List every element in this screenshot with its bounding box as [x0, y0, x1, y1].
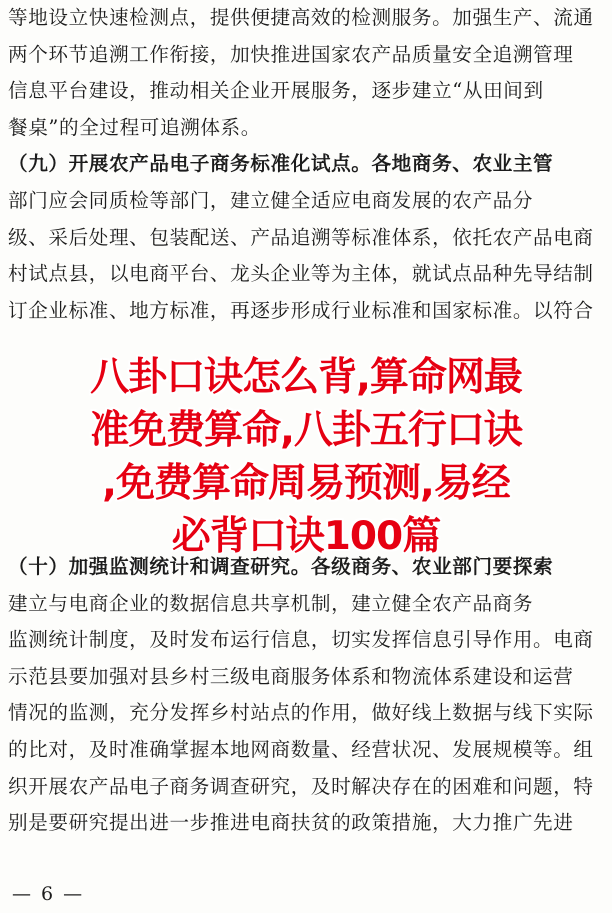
text-line: 部门应会同质检等部门，建立健全适应电商发展的农产品分: [8, 189, 534, 212]
text-line: 餐桌”的全过程可追溯体系。: [8, 115, 261, 139]
text-line: 别是要研究提出进一步推进电商扶贫的政策措施，大力推广先进: [8, 811, 574, 835]
text-line: 等地设立快速检测点，提供便捷高效的检测服务。加强生产、流通: [8, 6, 594, 29]
text-line: 情况的监测，充分发挥乡村站点的作用，做好线上数据与线下实际: [8, 701, 594, 725]
text-line: 级、采后处理、包装配送、产品追溯等标准体系，依托农产品电商: [8, 225, 594, 249]
text-line: 监测统计制度，及时发布运行信息，切实发挥信息引导作用。电商: [8, 628, 594, 652]
text-line: 村试点县，以电商平台、龙头企业等为主体，就试点品种先导结制: [8, 262, 594, 286]
text-line: 示范县要加强对县乡村三级电商服务体系和物流体系建设和运营: [8, 664, 574, 688]
overlay-title: [0, 352, 612, 568]
text-line: 两个环节追溯工作衔接，加快推进国家农产品质量安全追溯管理: [8, 42, 574, 66]
text-line: 建立与电商企业的数据信息共享机制，建立健全农产品商务: [8, 591, 534, 615]
overlay-title-line-1: 八卦口诀怎么背,算命网最: [90, 355, 522, 400]
text-line: 织开展农产品电子商务调查研究，及时解决存在的困难和问题，特: [8, 774, 594, 798]
text-line: 信息平台建设，推动相关企业开展服务，逐步建立“从田间到: [8, 79, 544, 103]
section-heading-line: （九）开展农产品电子商务标准化试点。各地商务、农业主管: [8, 152, 554, 176]
text-line: 的比对，及时准确掌握本地网商数量、经营状况、发展规模等。组: [8, 738, 594, 761]
page-number: — 6 —: [12, 883, 85, 905]
overlay-title-line-4: 必背口诀100篇: [171, 514, 441, 559]
overlay-title-line-3: ,免费算命周易预测,易经: [102, 461, 510, 506]
section-heading-line: （十）加强监测统计和调查研究。各级商务、农业部门要探索: [8, 555, 554, 578]
text-line: 订企业标准、地方标准，再逐步形成行业标准和国家标准。以符合: [8, 298, 594, 322]
overlay-title-line-2: 准免费算命,八卦五行口诀: [90, 408, 522, 453]
